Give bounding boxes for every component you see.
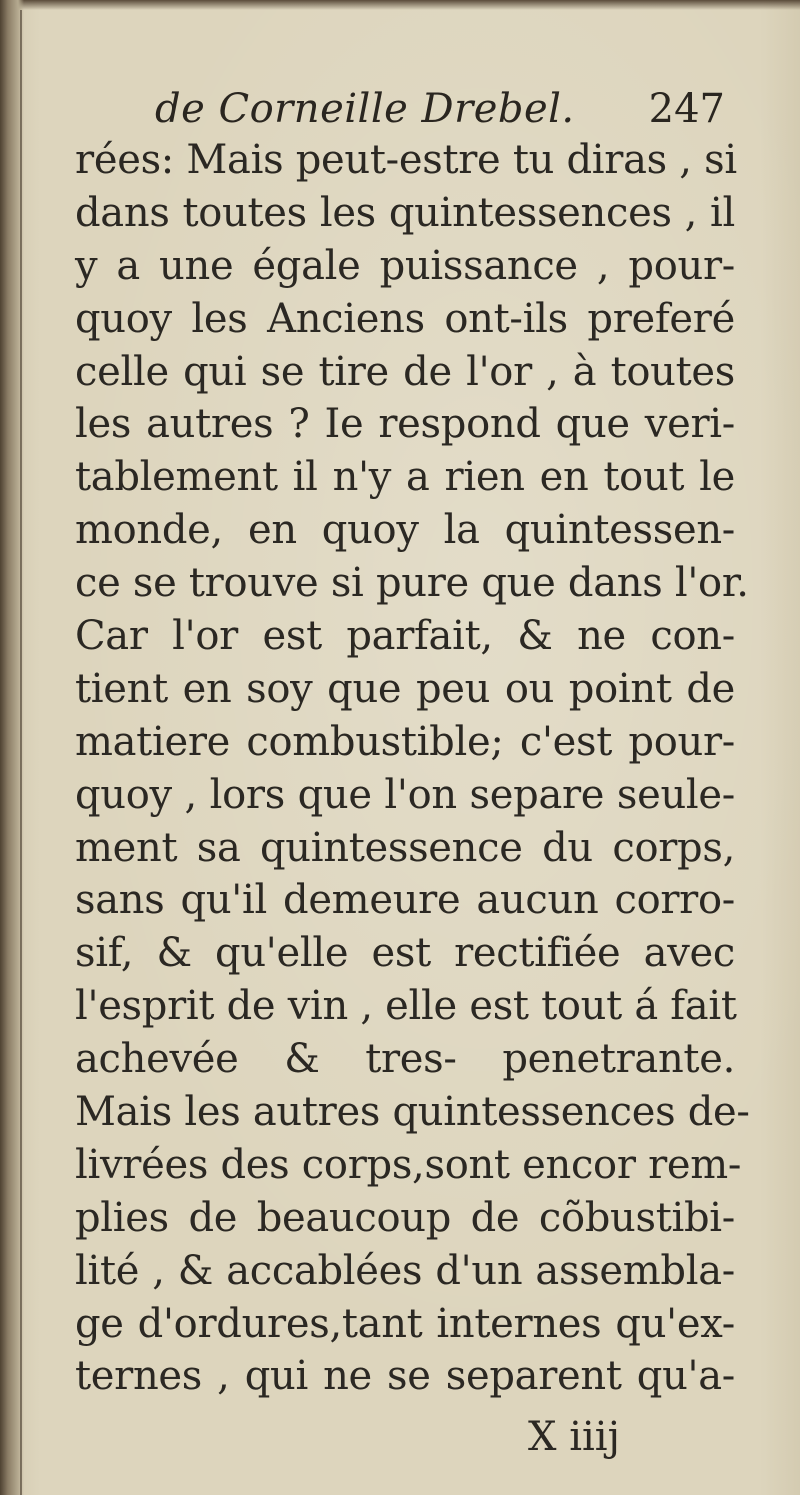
text-line: quoy , lors que l'on separe seule- xyxy=(75,771,735,818)
text-line: l'esprit de vin , elle est tout á fait xyxy=(75,983,737,1030)
text-line: Car l'or est parfait, & ne con- xyxy=(75,613,735,660)
text-line: achevée & tres- penetrante. xyxy=(75,1036,735,1083)
text-line: les autres ? Ie respond que veri- xyxy=(75,401,735,448)
text-line: sif, & qu'elle est rectifiée avec xyxy=(75,930,735,977)
text-line: Mais les autres quintessences de- xyxy=(75,1089,750,1136)
running-head: de Corneille Drebel. xyxy=(155,86,575,132)
text-line: tient en soy que peu ou point de xyxy=(75,665,735,712)
text-line: sans qu'il demeure aucun corro- xyxy=(75,877,735,924)
text-line: rées: Mais peut-estre tu diras , si xyxy=(75,137,737,183)
page-top-shadow xyxy=(0,0,800,10)
text-line: ce se trouve si pure que dans l'or. xyxy=(75,560,749,607)
body-text xyxy=(75,134,750,1403)
text-line: ternes , qui ne se separent qu'a- xyxy=(75,1353,735,1400)
text-line: y a une égale puissance , pour- xyxy=(75,242,735,289)
signature-mark: X iiij xyxy=(528,1414,620,1460)
text-line: matiere combustible; c'est pour- xyxy=(75,718,735,765)
page-number: 247 xyxy=(648,86,725,132)
text-line: plies de beaucoup de cõbustibi- xyxy=(75,1194,735,1241)
text-line: quoy les Anciens ont-ils preferé xyxy=(75,295,735,342)
text-line: tablement il n'y a rien en tout le xyxy=(75,454,735,501)
text-line: monde, en quoy la quintessen- xyxy=(75,507,735,554)
gutter-line xyxy=(20,10,22,1495)
text-line: celle qui se tire de l'or , à toutes xyxy=(75,348,735,395)
text-line: dans toutes les quintessences , il xyxy=(75,189,735,236)
text-line: livrées des corps,sont encor rem- xyxy=(75,1141,742,1188)
text-line: lité , & accablées d'un assembla- xyxy=(75,1247,735,1294)
text-line: ge d'ordures,tant internes qu'ex- xyxy=(75,1300,735,1347)
text-line: ment sa quintessence du corps, xyxy=(75,824,735,871)
